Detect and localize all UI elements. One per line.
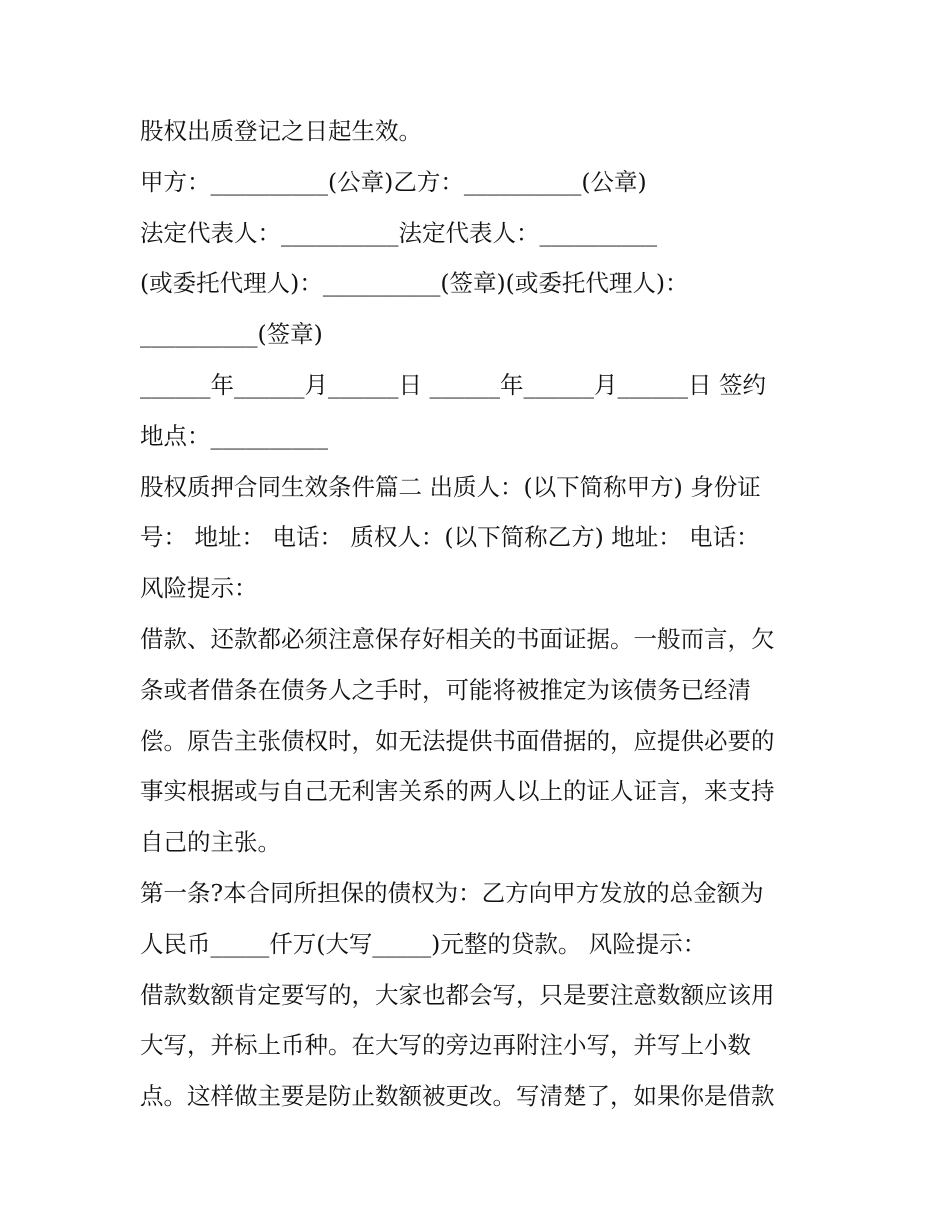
text-line: 股权质押合同生效条件篇二 出质人：(以下简称甲方) 身份证 [140,472,761,501]
text-line: (或委托代理人)：__________(签章)(或委托代理人)： [140,269,689,298]
text-line: 法定代表人：__________法定代表人：__________ [140,218,657,247]
text-line: __________(签章) [140,320,323,349]
text-line: 偿。原告主张债权时，如无法提供书面借据的，应提供必要的 [140,726,775,755]
text-line: 地点：__________ [140,421,328,450]
text-line: 借款、还款都必须注意保存好相关的书面证据。一般而言，欠 [140,624,775,653]
text-line: 自己的主张。 [140,828,281,857]
text-line: 第一条?本合同所担保的债权为：乙方向甲方发放的总金额为 [140,878,764,907]
text-line: 人民币_____仟万(大写_____)元整的贷款。 风险提示： [140,929,707,958]
text-line: 借款数额肯定要写的，大家也都会写，只是要注意数额应该用 [140,980,775,1009]
text-line: 股权出质登记之日起生效。 [140,117,422,145]
text-line: ______年______月______日 ______年______月______日 签约 [140,370,766,399]
text-line: 事实根据或与自己无利害关系的两人以上的证人证言，来支持 [140,777,775,806]
text-line: 点。这样做主要是防止数额被更改。写清楚了，如果你是借款 [140,1082,775,1111]
document-body [140,106,820,1122]
text-line: 号： 地址： 电话： 质权人：(以下简称乙方) 地址： 电话： [140,523,760,552]
text-line: 甲方：__________(公章)乙方：__________(公章) [140,167,647,196]
text-line: 条或者借条在债务人之手时，可能将被推定为该债务已经清 [140,675,751,704]
text-line: 大写，并标上币种。在大写的旁边再附注小写，并写上小数 [140,1031,751,1060]
text-line: 风险提示： [140,574,258,603]
